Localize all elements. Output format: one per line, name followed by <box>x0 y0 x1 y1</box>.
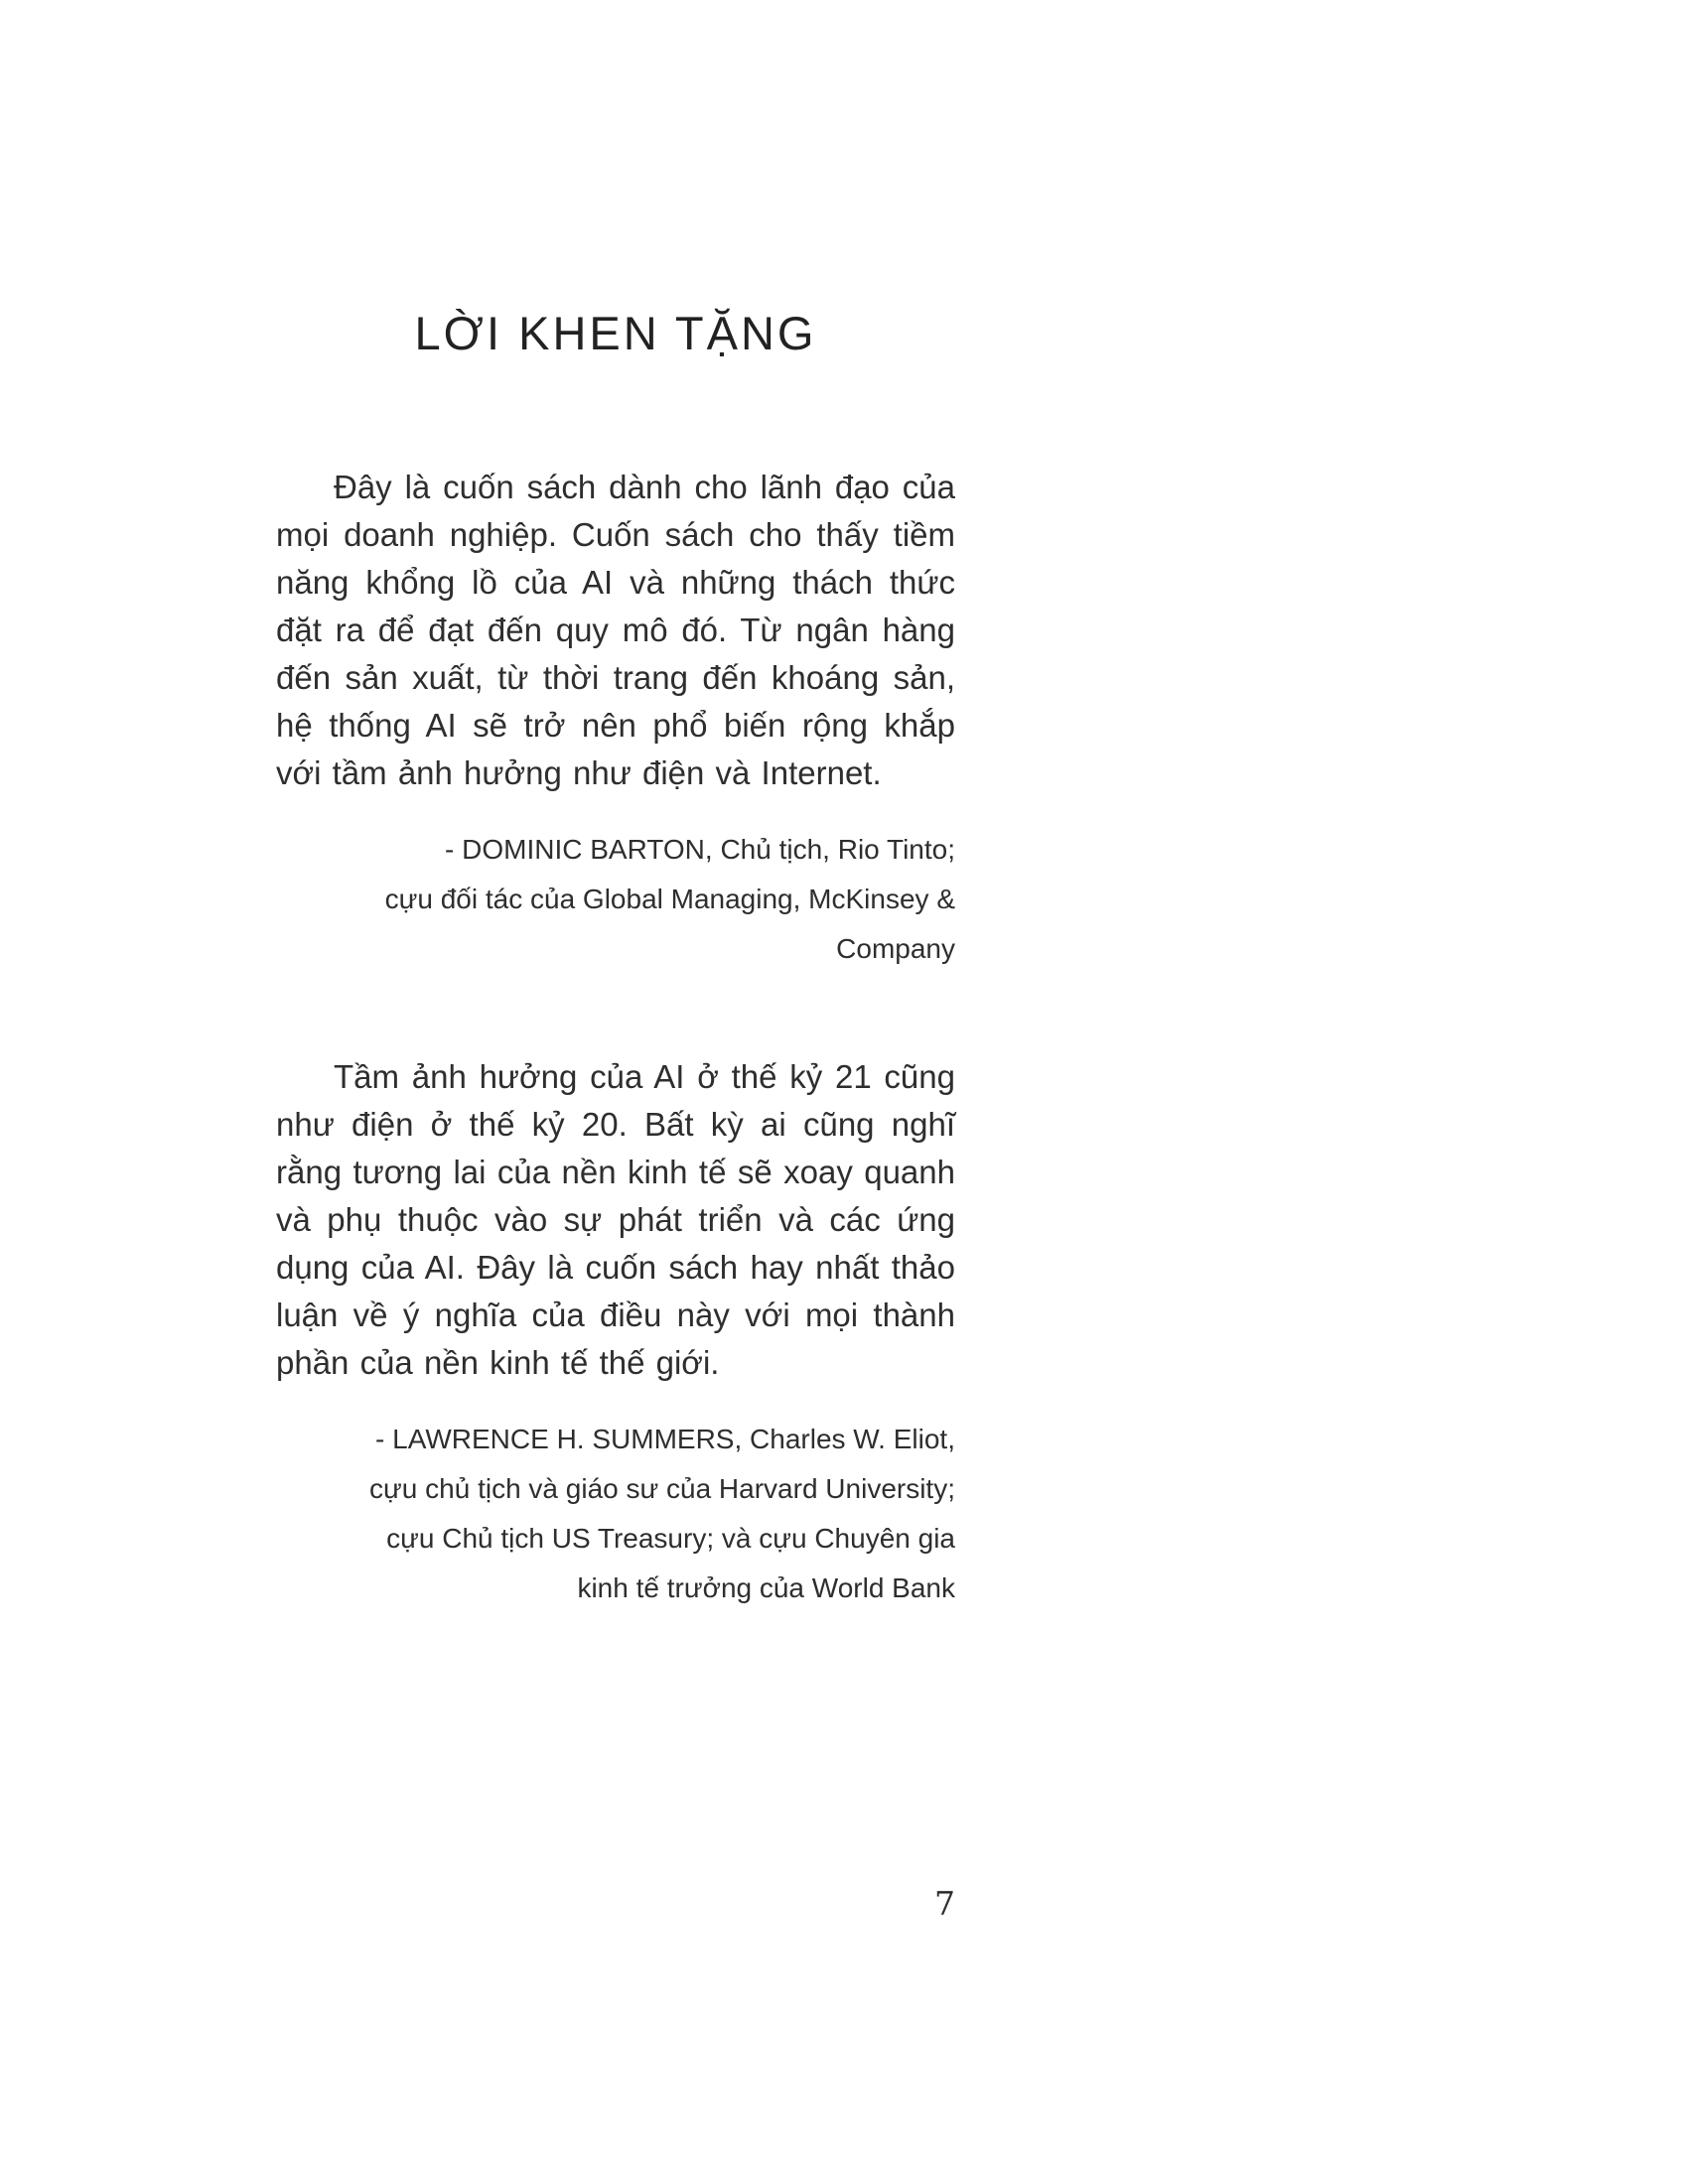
quote-block-2 <box>276 1053 955 1613</box>
quote-attribution-2 <box>276 1415 955 1613</box>
quote-block-1 <box>276 464 955 974</box>
page-title: LỜI KHEN TẶNG <box>414 307 817 359</box>
attribution-line: cựu Chủ tịch US Treasury; và cựu Chuyên gia <box>386 1523 955 1554</box>
quote-attribution-1 <box>276 825 955 974</box>
quote-paragraph-1: Đây là cuốn sách dành cho lãnh đạo của mọi doanh nghiệp. Cuốn sách cho thấy tiềm năng khổng lồ của AI và những thách thức đặt ra để đạt đến quy mô đó. Từ ngân hàng đến sản xuất, từ thời trang đến khoáng sản, hệ thống AI sẽ trở nên phổ biến rộng khắp với tầm ảnh hưởng như điện và Internet. <box>276 469 955 791</box>
attribution-line: cựu đối tác của Global Managing, McKinsey & Company <box>384 884 955 964</box>
attribution-line: kinh tế trưởng của World Bank <box>577 1572 955 1603</box>
quote-paragraph-2: Tầm ảnh hưởng của AI ở thế kỷ 21 cũng như điện ở thế kỷ 20. Bất kỳ ai cũng nghĩ rằng tương lai của nền kinh tế sẽ xoay quanh và phụ thuộc vào sự phát triển và các ứng dụng của AI. Đây là cuốn sách hay nhất thảo luận về ý nghĩa của điều này với mọi thành phần của nền kinh tế thế giới. <box>276 1058 955 1381</box>
page-content <box>276 306 955 1613</box>
attribution-line: - LAWRENCE H. SUMMERS, Charles W. Eliot, <box>375 1424 955 1454</box>
attribution-line: - DOMINIC BARTON, Chủ tịch, Rio Tinto; <box>445 834 955 865</box>
attribution-line: cựu chủ tịch và giáo sư của Harvard University; <box>369 1473 955 1504</box>
page-number: 7 <box>934 1884 955 1923</box>
